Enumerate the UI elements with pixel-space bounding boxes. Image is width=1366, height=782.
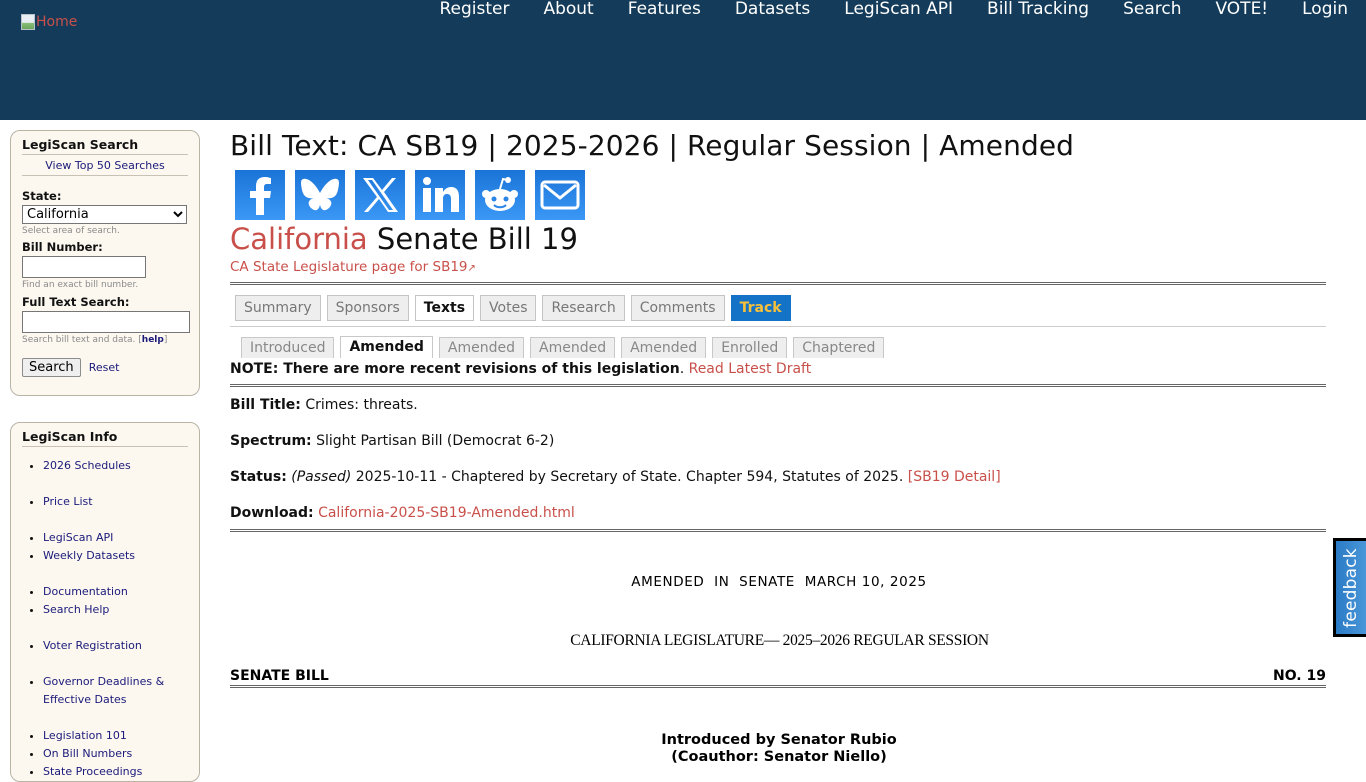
site-header [0, 0, 1366, 120]
nav-datasets[interactable]: Datasets [734, 0, 811, 19]
share-email-button[interactable] [535, 170, 585, 220]
info-item [43, 673, 188, 709]
version-tab-amended-4[interactable]: Amended [621, 337, 706, 358]
bill-state: California [230, 222, 368, 256]
broken-image-icon [21, 14, 35, 30]
external-link-icon: ↗ [467, 263, 476, 274]
info-link-documentation[interactable]: Documentation [43, 585, 128, 598]
bill-title-row: Bill Title: Crimes: threats. [230, 397, 418, 413]
version-tab-amended-current[interactable]: Amended [340, 336, 432, 358]
info-item [43, 547, 188, 565]
full-text-hint: Search bill text and data. [help] [22, 335, 168, 345]
x-twitter-icon [361, 176, 399, 214]
bill-name: Senate Bill 19 [367, 222, 578, 256]
state-label: State: [22, 189, 62, 203]
info-item [43, 493, 188, 511]
info-item [43, 637, 188, 655]
nav-vote[interactable]: VOTE! [1215, 0, 1269, 19]
read-latest-draft-link[interactable]: Read Latest Draft [688, 361, 812, 377]
info-link-search-help[interactable]: Search Help [43, 603, 110, 616]
state-select[interactable] [22, 205, 187, 224]
bill-title-value: Crimes: threats. [300, 397, 418, 413]
info-link-governor-deadlines[interactable]: Governor Deadlines & Effective Dates [43, 675, 165, 706]
main-nav [422, 0, 1348, 22]
senate-bill-label: SENATE BILL [230, 668, 329, 684]
linkedin-icon [421, 176, 459, 214]
main-content [230, 128, 1326, 766]
spectrum-value: Slight Partisan Bill (Democrat 6-2) [311, 433, 555, 449]
bill-number-input[interactable] [22, 256, 146, 278]
info-link-voter-registration[interactable]: Voter Registration [43, 639, 142, 652]
bill-detail-link[interactable]: [SB19 Detail] [907, 469, 1001, 485]
state-hint: Select area of search. [22, 226, 120, 236]
legiscan-info-box [10, 422, 200, 782]
page-title: Bill Text: CA SB19 | 2025-2026 | Regular Session | Amended [230, 129, 1075, 162]
nav-legiscan-api[interactable]: LegiScan API [844, 0, 954, 19]
feedback-tab[interactable]: feedback [1333, 538, 1366, 637]
bill-meta [230, 394, 1326, 524]
search-box-title: LegiScan Search [22, 137, 188, 155]
revision-note: NOTE: There are more recent revisions of this legislation. Read Latest Draft [230, 361, 812, 377]
tab-texts[interactable]: Texts [415, 295, 474, 321]
share-bar [235, 170, 1326, 220]
senate-bill-row [230, 668, 1326, 688]
version-tab-enrolled[interactable]: Enrolled [712, 337, 787, 358]
tab-votes[interactable]: Votes [480, 295, 536, 321]
info-item [43, 583, 188, 601]
text-version-tabs [241, 336, 1326, 358]
legiscan-search-box [10, 130, 200, 396]
info-link-state-proceedings[interactable]: State Proceedings [43, 765, 143, 778]
bill-number: NO. 19 [1273, 668, 1326, 684]
info-item [43, 745, 188, 763]
info-link-price-list[interactable]: Price List [43, 495, 93, 508]
email-icon [540, 180, 580, 210]
info-box-title: LegiScan Info [22, 429, 188, 447]
full-text-label: Full Text Search: [22, 295, 130, 309]
reddit-icon [480, 175, 520, 215]
tab-sponsors[interactable]: Sponsors [327, 295, 409, 321]
track-button[interactable]: Track [731, 295, 791, 321]
amended-date-line: AMENDED IN SENATE MARCH 10, 2025 [631, 574, 927, 590]
info-item [43, 601, 188, 619]
divider [230, 384, 1326, 387]
bluesky-icon [300, 178, 340, 212]
info-link-legiscan-api[interactable]: LegiScan API [43, 531, 114, 544]
nav-about[interactable]: About [543, 0, 594, 19]
share-reddit-button[interactable] [475, 170, 525, 220]
nav-bill-tracking[interactable]: Bill Tracking [987, 0, 1090, 19]
spectrum-row: Spectrum: Slight Partisan Bill (Democrat 6-2) [230, 433, 555, 449]
search-button[interactable]: Search [22, 358, 81, 377]
tab-summary[interactable]: Summary [235, 295, 321, 321]
info-link-on-bill-numbers[interactable]: On Bill Numbers [43, 747, 133, 760]
divider [230, 282, 1326, 285]
introduced-by: Introduced by Senator Rubio (Coauthor: Senator Niello) [230, 732, 1326, 766]
share-linkedin-button[interactable] [415, 170, 465, 220]
download-link[interactable]: California-2025-SB19-Amended.html [318, 505, 575, 521]
version-tab-amended-3[interactable]: Amended [530, 337, 615, 358]
info-links-list [22, 457, 188, 781]
status-value: 2025-10-11 - Chaptered by Secretary of State. Chapter 594, Statutes of 2025. [351, 469, 908, 485]
share-bluesky-button[interactable] [295, 170, 345, 220]
bill-tabs [235, 295, 1326, 321]
reset-link[interactable]: Reset [88, 361, 120, 374]
bill-number-label: Bill Number: [22, 240, 103, 254]
version-tab-amended-2[interactable]: Amended [439, 337, 524, 358]
info-item [43, 457, 188, 475]
info-item [43, 763, 188, 781]
info-link-2026-schedules[interactable]: 2026 Schedules [43, 459, 131, 472]
nav-login[interactable]: Login [1302, 0, 1348, 19]
info-link-weekly-datasets[interactable]: Weekly Datasets [43, 549, 136, 562]
session-line: CALIFORNIA LEGISLATURE— 2025–2026 REGULAR SESSION [570, 632, 989, 649]
status-passed: (Passed) [291, 469, 352, 485]
help-link[interactable]: help [141, 335, 164, 345]
share-x-button[interactable] [355, 170, 405, 220]
info-item [43, 727, 188, 745]
bill-document [230, 574, 1326, 766]
divider [230, 529, 1326, 532]
version-tab-introduced[interactable]: Introduced [241, 337, 334, 358]
download-row: Download: California-2025-SB19-Amended.html [230, 505, 575, 521]
version-tab-chaptered[interactable]: Chaptered [793, 337, 884, 358]
home-logo-link[interactable] [21, 14, 77, 30]
logo-alt-text: Home [36, 14, 78, 30]
info-item [43, 529, 188, 547]
top-50-searches-link[interactable]: View Top 50 Searches [22, 157, 188, 176]
tab-research[interactable]: Research [542, 295, 624, 321]
status-row: Status: (Passed) 2025-10-11 - Chaptered by Secretary of State. Chapter 594, Statutes of 2025. [SB19 Detail] [230, 469, 1001, 485]
facebook-icon [245, 175, 275, 215]
share-facebook-button[interactable] [235, 170, 285, 220]
state-legislature-link[interactable]: CA State Legislature page for SB19↗ [230, 259, 476, 275]
info-link-legislation-101[interactable]: Legislation 101 [43, 729, 127, 742]
coauthor: (Coauthor: Senator Niello) [671, 749, 887, 765]
full-text-input[interactable] [22, 311, 190, 333]
nav-register[interactable]: Register [439, 0, 510, 19]
tab-divider [230, 326, 1326, 327]
bill-heading [230, 222, 1326, 256]
nav-features[interactable]: Features [627, 0, 701, 19]
nav-search[interactable]: Search [1123, 0, 1182, 19]
tab-comments[interactable]: Comments [631, 295, 725, 321]
bill-number-hint: Find an exact bill number. [22, 280, 139, 290]
